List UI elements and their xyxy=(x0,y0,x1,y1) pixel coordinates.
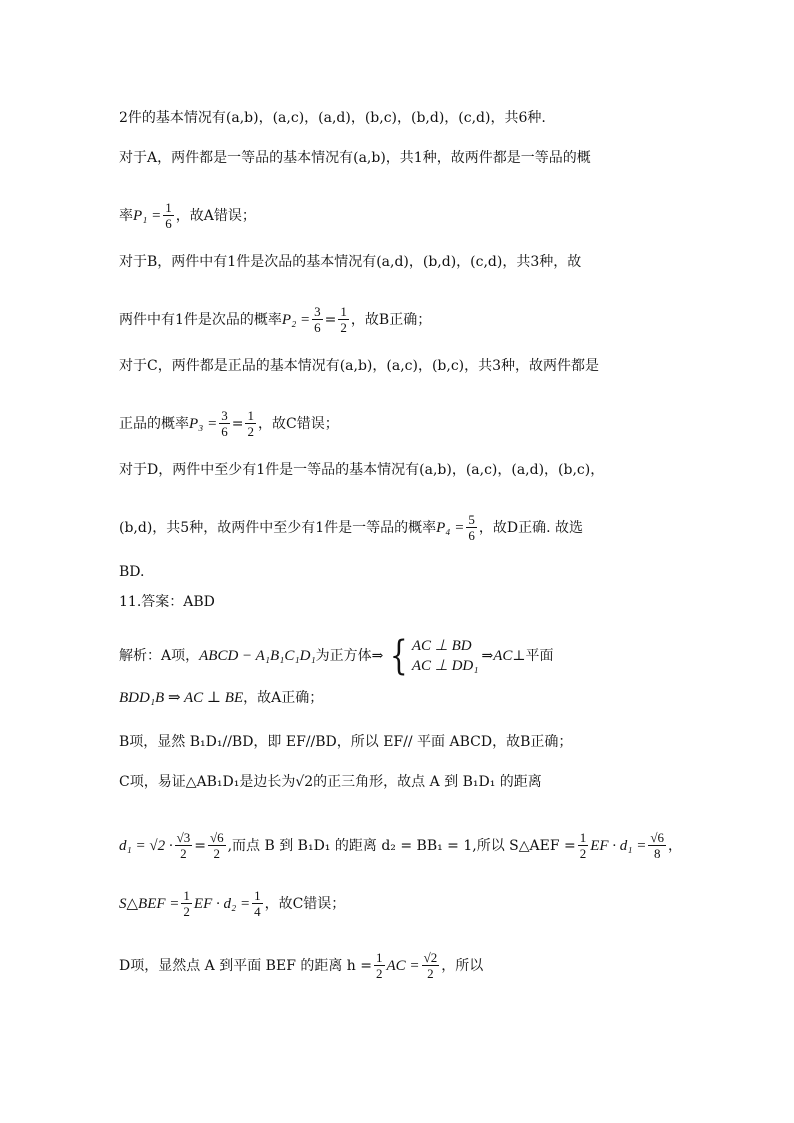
text-line-7 xyxy=(119,408,339,439)
fraction: $\frac{1}{2}$ xyxy=(376,950,383,981)
fraction: $\frac{5}{6}$ xyxy=(468,512,475,543)
line-3-math: P₁ = xyxy=(133,207,162,224)
fraction: $\frac{√3}{2}$ xyxy=(176,830,191,861)
line-16-text-e: ， xyxy=(668,837,683,854)
text-line-6 xyxy=(119,356,599,376)
line-9-math: P₄ = xyxy=(436,519,465,536)
line-9-text-a: (b,d)，共5种，故两件中至少有1件是一等品的概率 xyxy=(119,519,437,536)
line-12-math-2: AC xyxy=(493,648,513,664)
line-15-text: C项，易证△AB₁D₁是边长为√2的正三角形，故点 A 到 B₁D₁ 的距离 xyxy=(119,774,542,790)
text-line-14 xyxy=(119,732,572,752)
line-7-text-b: ，故C错误； xyxy=(257,415,339,432)
fraction: $\frac{3}{6}$ xyxy=(221,408,228,439)
line-5-math: P₂ = xyxy=(281,311,311,328)
text-line-3 xyxy=(119,200,256,231)
line-16-math-c: EF · d₁ = xyxy=(590,837,647,854)
line-18-text-a: D项，显然点 A 到平面 BEF 的距离 h = xyxy=(119,957,373,974)
fraction: $\frac{1}{2}$ xyxy=(340,304,347,335)
system-brace xyxy=(386,633,479,679)
equals: = xyxy=(231,415,244,432)
line-18-text-c: ，所以 xyxy=(441,957,484,974)
line-3-text-b: ，故A错误； xyxy=(175,207,256,224)
fraction: $\frac{1}{2}$ xyxy=(183,888,190,919)
text-line-12 xyxy=(119,633,554,679)
equals: = xyxy=(194,837,206,854)
line-5-text-b: ，故B正确； xyxy=(350,311,432,328)
line-18-math-b: AC = xyxy=(386,957,420,974)
text-line-9 xyxy=(119,512,583,543)
line-16-text-b: ,而点 B 到 B₁D₁ 的距离 d₂ = BB₁ = 1,所以 S△AEF = xyxy=(227,837,576,854)
line-9-text-b: ，故D正确. 故选 xyxy=(478,519,583,536)
line-13-text: ，故A正确； xyxy=(243,690,324,706)
line-6-text: 对于C，两件都是正品的基本情况有(a,b)，(a,c)，(b,c)，共3种，故两件都是 xyxy=(119,358,600,374)
fraction: $\frac{1}{2}$ xyxy=(579,830,587,861)
line-1-text: 2件的基本情况有(a,b)，(a,c)，(a,d)，(b,c)，(b,d)，(c,d)，共6种. xyxy=(119,110,546,126)
fraction: $\frac{1}{4}$ xyxy=(254,888,261,919)
equals: = xyxy=(324,311,337,328)
line-12-text-a: 解析：A项， xyxy=(119,648,200,664)
text-line-4 xyxy=(119,252,581,272)
answer-line xyxy=(119,592,215,612)
line-3-text-a: 率 xyxy=(119,207,133,224)
line-17-math-b: EF · d₂ = xyxy=(193,895,251,912)
line-12-text-b: 为正方体⇒ xyxy=(315,648,384,664)
answer-text: 11.答案：ABD xyxy=(119,594,215,610)
text-line-5 xyxy=(119,304,431,335)
fraction: $\frac{1}{2}$ xyxy=(247,408,254,439)
line-12-arrow: ⇒ xyxy=(481,648,494,664)
text-line-8 xyxy=(119,460,604,480)
brace-icon: { xyxy=(390,633,409,679)
line-8-text: 对于D，两件中至少有1件是一等品的基本情况有(a,b)，(a,c)，(a,d)，(b,c)， xyxy=(119,462,605,478)
text-line-15 xyxy=(119,772,542,792)
line-2-text: 对于A，两件都是一等品的基本情况有(a,b)，共1种，故两件都是一等品的概 xyxy=(119,150,591,166)
text-line-10 xyxy=(119,562,144,582)
line-13-math: BDD₁B ⇒ AC ⊥ BE xyxy=(119,690,244,706)
text-line-16 xyxy=(119,830,682,861)
line-7-math: P₃ = xyxy=(189,415,218,432)
line-17-math-a: S△BEF = xyxy=(119,895,180,912)
line-7-text-a: 正品的概率 xyxy=(119,415,189,432)
brace-rows: AC ⊥ BD AC ⊥ DD₁ xyxy=(411,638,479,674)
line-14-text: B项，显然 B₁D₁//BD，即 EF//BD，所以 EF// 平面 ABCD，故B正确； xyxy=(119,734,573,750)
line-12-text-d: ⊥平面 xyxy=(512,648,554,664)
fraction: $\frac{√2}{2}$ xyxy=(423,950,438,981)
line-16-math-a: d₁ = √2 · xyxy=(119,837,173,854)
text-line-18 xyxy=(119,950,483,981)
fraction: $\frac{3}{6}$ xyxy=(314,304,321,335)
line-12-math: ABCD − A₁B₁C₁D₁ xyxy=(199,648,316,664)
text-line-1 xyxy=(119,108,546,128)
line-10-text: BD. xyxy=(119,564,145,580)
line-5-text-a: 两件中有1件是次品的概率 xyxy=(119,311,282,328)
line-4-text: 对于B，两件中有1件是次品的基本情况有(a,d)，(b,d)，(c,d)，共3种，故 xyxy=(119,254,582,270)
fraction: $\frac{1}{6}$ xyxy=(165,200,172,231)
fraction: $\frac{√6}{8}$ xyxy=(650,830,665,861)
text-line-17 xyxy=(119,888,345,919)
text-line-2 xyxy=(119,148,591,168)
fraction: $\frac{√6}{2}$ xyxy=(209,830,224,861)
text-line-13 xyxy=(119,688,323,708)
line-17-text-c: ，故C错误； xyxy=(264,895,346,912)
